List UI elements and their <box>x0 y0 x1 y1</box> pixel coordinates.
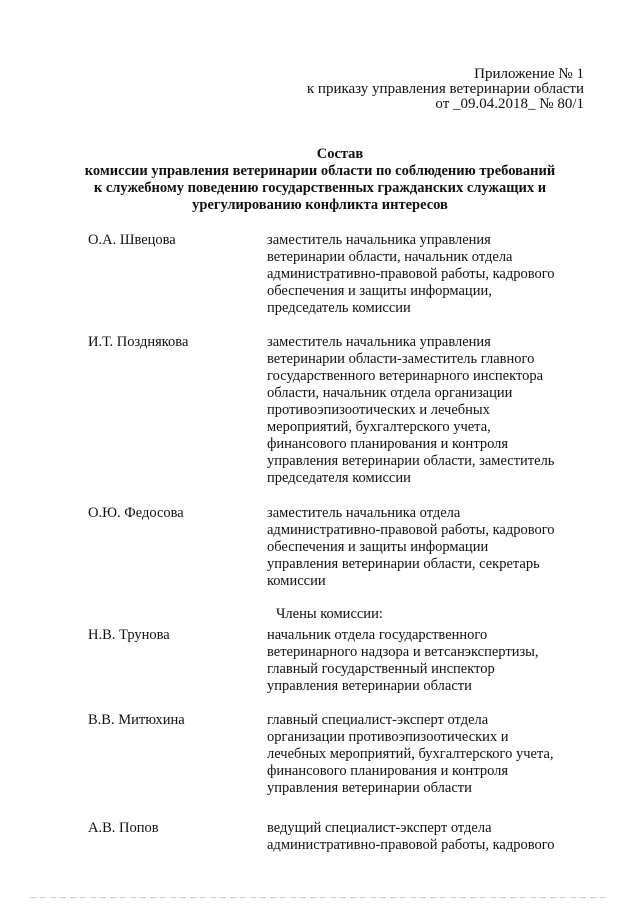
appendix-line: Приложение № 1 <box>474 66 584 82</box>
member-name: Н.В. Трунова <box>88 627 170 643</box>
position-line: председателя комиссии <box>267 470 411 486</box>
position-line: финансового планирования и контроля <box>267 763 509 779</box>
position-line: председатель комиссии <box>267 300 411 316</box>
member-position <box>267 712 587 797</box>
position-line: лечебных мероприятий, бухгалтерского учета, <box>267 746 554 762</box>
position-line: области, начальник отдела организации <box>267 385 513 401</box>
member-position <box>267 232 587 317</box>
member-name: О.Ю. Федосова <box>88 505 184 521</box>
member-name: В.В. Митюхина <box>88 712 185 728</box>
member-name: А.В. Попов <box>88 820 159 836</box>
member-position <box>267 505 587 590</box>
position-line: мероприятий, бухгалтерского учета, <box>267 419 491 435</box>
position-line: противоэпизоотических и лечебных <box>267 402 490 418</box>
appendix-line: от _09.04.2018_ № 80/1 <box>435 96 584 112</box>
position-line: заместитель начальника управления <box>267 334 491 350</box>
member-name: И.Т. Позднякова <box>88 334 189 350</box>
position-line: административно-правовой работы, кадрового <box>267 266 555 282</box>
position-line: управления ветеринарии области <box>267 678 472 694</box>
position-line: обеспечения и защиты информации, <box>267 283 492 299</box>
position-line: ведущий специалист-эксперт отдела <box>267 820 492 836</box>
position-line: организации противоэпизоотических и <box>267 729 509 745</box>
title-line: комиссии управления ветеринарии области по соблюдению требований <box>84 163 556 179</box>
member-position <box>267 820 587 854</box>
position-line: ветеринарии области-заместитель главного <box>267 351 535 367</box>
position-line: комиссии <box>267 573 326 589</box>
position-line: главный государственный инспектор <box>267 661 495 677</box>
member-position <box>267 334 587 487</box>
member-position <box>267 627 587 695</box>
title-line: урегулированию конфликта интересов <box>192 197 448 213</box>
position-line: административно-правовой работы, кадрового <box>267 522 555 538</box>
member-name: О.А. Швецова <box>88 232 176 248</box>
position-line: начальник отдела государственного <box>267 627 488 643</box>
position-line: финансового планирования и контроля <box>267 436 509 452</box>
position-line: государственного ветеринарного инспектора <box>267 368 544 384</box>
position-line: управления ветеринарии области, секретарь <box>267 556 540 572</box>
title-line: Состав <box>316 146 364 162</box>
position-line: заместитель начальника управления <box>267 232 491 248</box>
position-line: ветеринарного надзора и ветсанэкспертизы, <box>267 644 539 660</box>
position-line: обеспечения и защиты информации <box>267 539 489 555</box>
position-line: административно-правовой работы, кадрового <box>267 837 555 853</box>
members-label: Члены комиссии: <box>276 606 383 622</box>
position-line: управления ветеринарии области <box>267 780 472 796</box>
appendix-line: к приказу управления ветеринарии области <box>306 81 584 97</box>
appendix-header <box>307 67 584 112</box>
position-line: главный специалист-эксперт отдела <box>267 712 489 728</box>
scan-artifact-line <box>30 897 610 898</box>
title-line: к служебному поведению государственных гражданских служащих и <box>93 180 547 196</box>
position-line: управления ветеринарии области, заместитель <box>267 453 555 469</box>
position-line: заместитель начальника отдела <box>267 505 461 521</box>
position-line: ветеринарии области, начальник отдела <box>267 249 513 265</box>
document-title <box>0 146 640 214</box>
